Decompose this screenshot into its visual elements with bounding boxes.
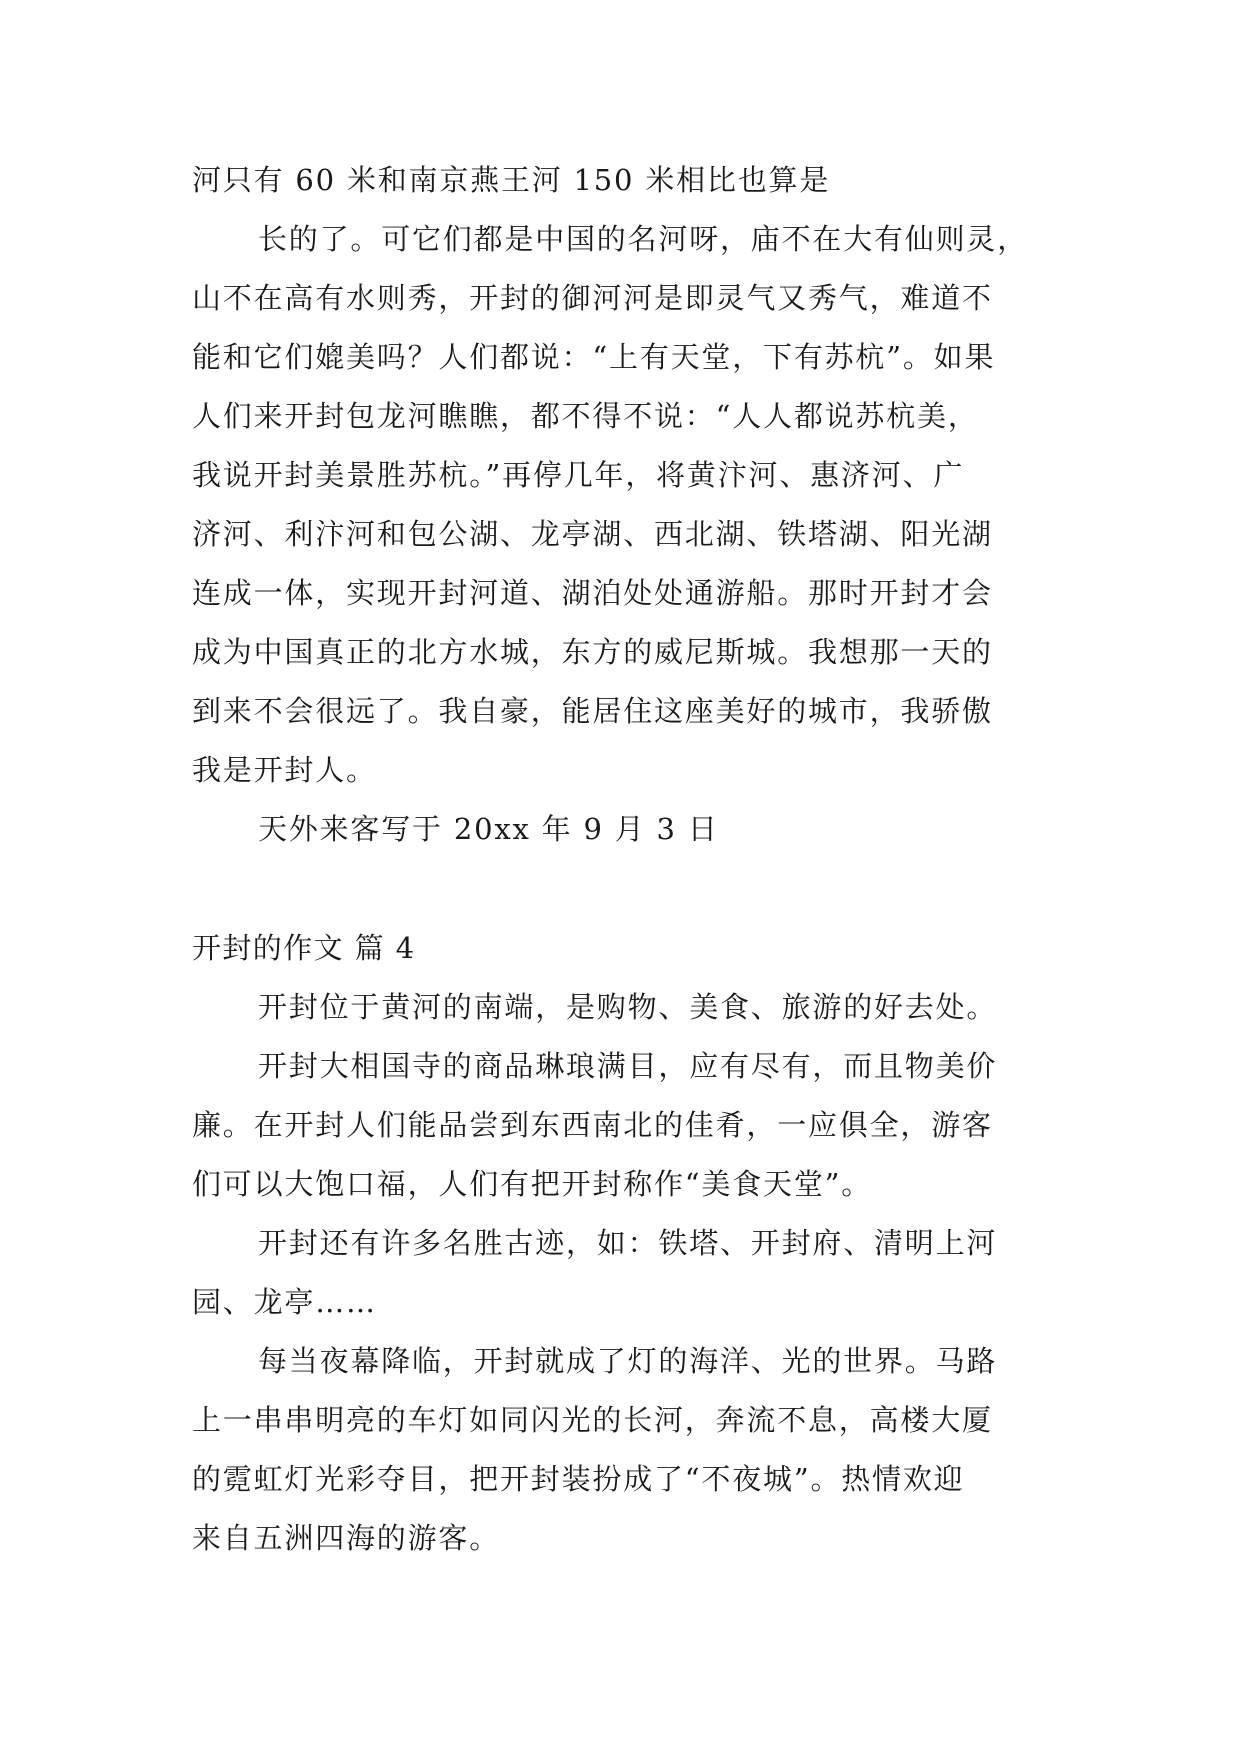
paragraph-line: 成为中国真正的北方水城，东方的威尼斯城。我想那一天的 [192, 635, 993, 669]
paragraph-line: 我说开封美景胜苏杭。”再停几年，将黄汴河、惠济河、广 [192, 458, 965, 492]
paragraph-line: 的霓虹灯光彩夺目，把开封装扮成了“不夜城”。热情欢迎 [192, 1462, 965, 1496]
paragraph-line: 河只有 60 米和南京燕王河 150 米相比也算是 [192, 163, 831, 197]
paragraph-line: 开封大相国寺的商品琳琅满目，应有尽有，而且物美价 [258, 1049, 998, 1083]
paragraph-line: 我是开封人。 [192, 753, 377, 787]
paragraph-line: 能和它们媲美吗？人们都说：“上有天堂，下有苏杭”。如果 [192, 340, 996, 374]
paragraph-line: 每当夜幕降临，开封就成了灯的海洋、光的世界。马路 [258, 1344, 998, 1378]
paragraph-line: 连成一体，实现开封河道、湖泊处处通游船。那时开封才会 [192, 576, 993, 610]
signature-line: 天外来客写于 20xx 年 9 月 3 日 [258, 812, 719, 846]
paragraph-line: 到来不会很远了。我自豪，能居住这座美好的城市，我骄傲 [192, 694, 993, 728]
paragraph-line: 长的了。可它们都是中国的名河呀，庙不在大有仙则灵， [258, 222, 1029, 256]
paragraph-line: 园、龙亭…… [192, 1285, 377, 1319]
paragraph-line: 人们来开封包龙河瞧瞧，都不得不说：“人人都说苏杭美， [192, 399, 979, 433]
paragraph-line: 廉。在开封人们能品尝到东西南北的佳肴，一应俱全，游客 [192, 1108, 993, 1142]
paragraph-line: 开封位于黄河的南端，是购物、美食、旅游的好去处。 [258, 990, 998, 1024]
paragraph-line: 济河、利汴河和包公湖、龙亭湖、西北湖、铁塔湖、阳光湖 [192, 517, 993, 551]
paragraph-line: 开封还有许多名胜古迹，如：铁塔、开封府、清明上河 [258, 1226, 998, 1260]
paragraph-line: 们可以大饱口福，人们有把开封称作“美食天堂”。 [192, 1167, 873, 1201]
paragraph-line: 山不在高有水则秀，开封的御河河是即灵气又秀气，难道不 [192, 281, 993, 315]
paragraph-line: 上一串串明亮的车灯如同闪光的长河，奔流不息，高楼大厦 [192, 1403, 993, 1437]
section-heading: 开封的作文 篇 4 [192, 931, 416, 965]
paragraph-line: 来自五洲四海的游客。 [192, 1521, 501, 1555]
